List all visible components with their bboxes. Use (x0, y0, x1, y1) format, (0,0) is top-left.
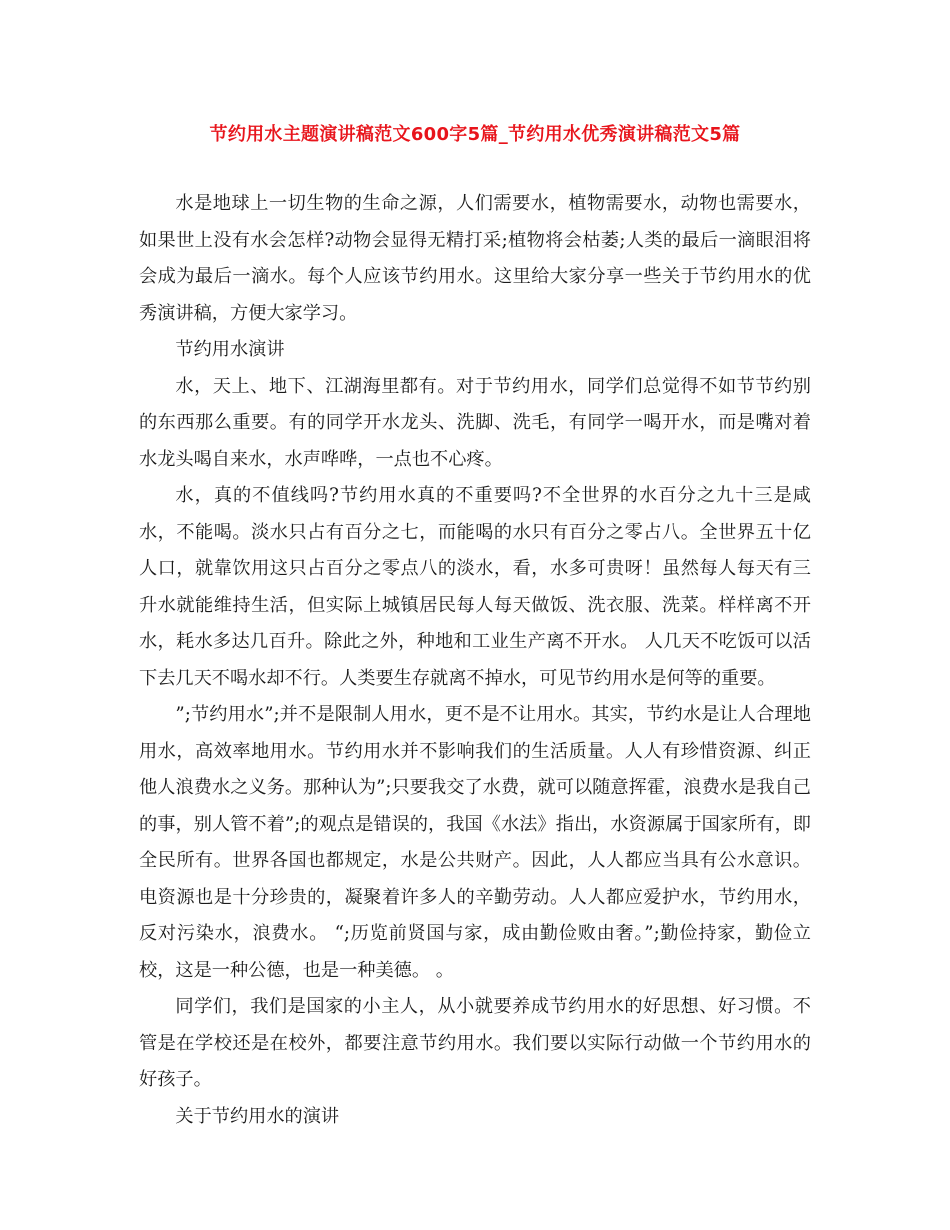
paragraph: 水，真的不值线吗?节约用水真的不重要吗?不全世界的水百分之九十三是咸水，不能喝。淡水只占有百分之七，而能喝的水只有百分之零占八。全世界五十亿人口，就靠饮用这只占百分之零点八的淡水，看，水多可贵呀！虽然每人每天有三升水就能维持生活，但实际上城镇居民每人每天做饭、洗衣服、洗菜。样样离不开水，耗水多达几百升。除此之外，种地和工业生产离不开水。 人几天不吃饭可以活下去几天不喝水却不行。人类要生存就离不掉水，可见节约用水是何等的重要。 (139, 485, 811, 689)
document-body (139, 186, 811, 1135)
paragraph-intro: 水是地球上一切生物的生命之源，人们需要水，植物需要水，动物也需要水，如果世上没有水会怎样?动物会显得无精打采;植物将会枯萎;人类的最后一滴眼泪将会成为最后一滴水。每个人应该节约用水。这里给大家分享一些关于节约用水的优秀演讲稿，方便大家学习。 (139, 193, 811, 324)
document-title: 节约用水主题演讲稿范文600字5篇_节约用水优秀演讲稿范文5篇 (209, 124, 741, 145)
paragraph: ”;节约用水”;并不是限制人用水，更不是不让用水。其实，节约水是让人合理地用水，高效率地用水。节约用水并不影响我们的生活质量。人人有珍惜资源、纠正他人浪费水之义务。那种认为”;只要我交了水费，就可以随意挥霍，浪费水是我自己的事，别人管不着”;的观点是错误的，我国《水法》指出，水资源属于国家所有，即全民所有。世界各国也都规定，水是公共财产。因此，人人都应当具有公水意识。电资源也是十分珍贵的，凝聚着许多人的辛勤劳动。人人都应爱护水，节约用水，反对污染水，浪费水。 “;历览前贤国与家，成由勤俭败由奢。”;勤俭持家，勤俭立校，这是一种公德，也是一种美德。 。 (139, 704, 811, 981)
section-heading: 关于节约用水的演讲 (175, 1105, 340, 1127)
paragraph: 同学们，我们是国家的小主人，从小就要养成节约用水的好思想、好习惯。不管是在学校还是在校外，都要注意节约用水。我们要以实际行动做一个节约用水的好孩子。 (139, 996, 811, 1090)
paragraph: 水，天上、地下、江湖海里都有。对于节约用水，同学们总觉得不如节节约别的东西那么重要。有的同学开水龙头、洗脚、洗毛，有同学一喝开水，而是嘴对着水龙头喝自来水，水声哗哗，一点也不心疼。 (139, 375, 811, 470)
section-heading: 节约用水演讲 (175, 339, 285, 360)
